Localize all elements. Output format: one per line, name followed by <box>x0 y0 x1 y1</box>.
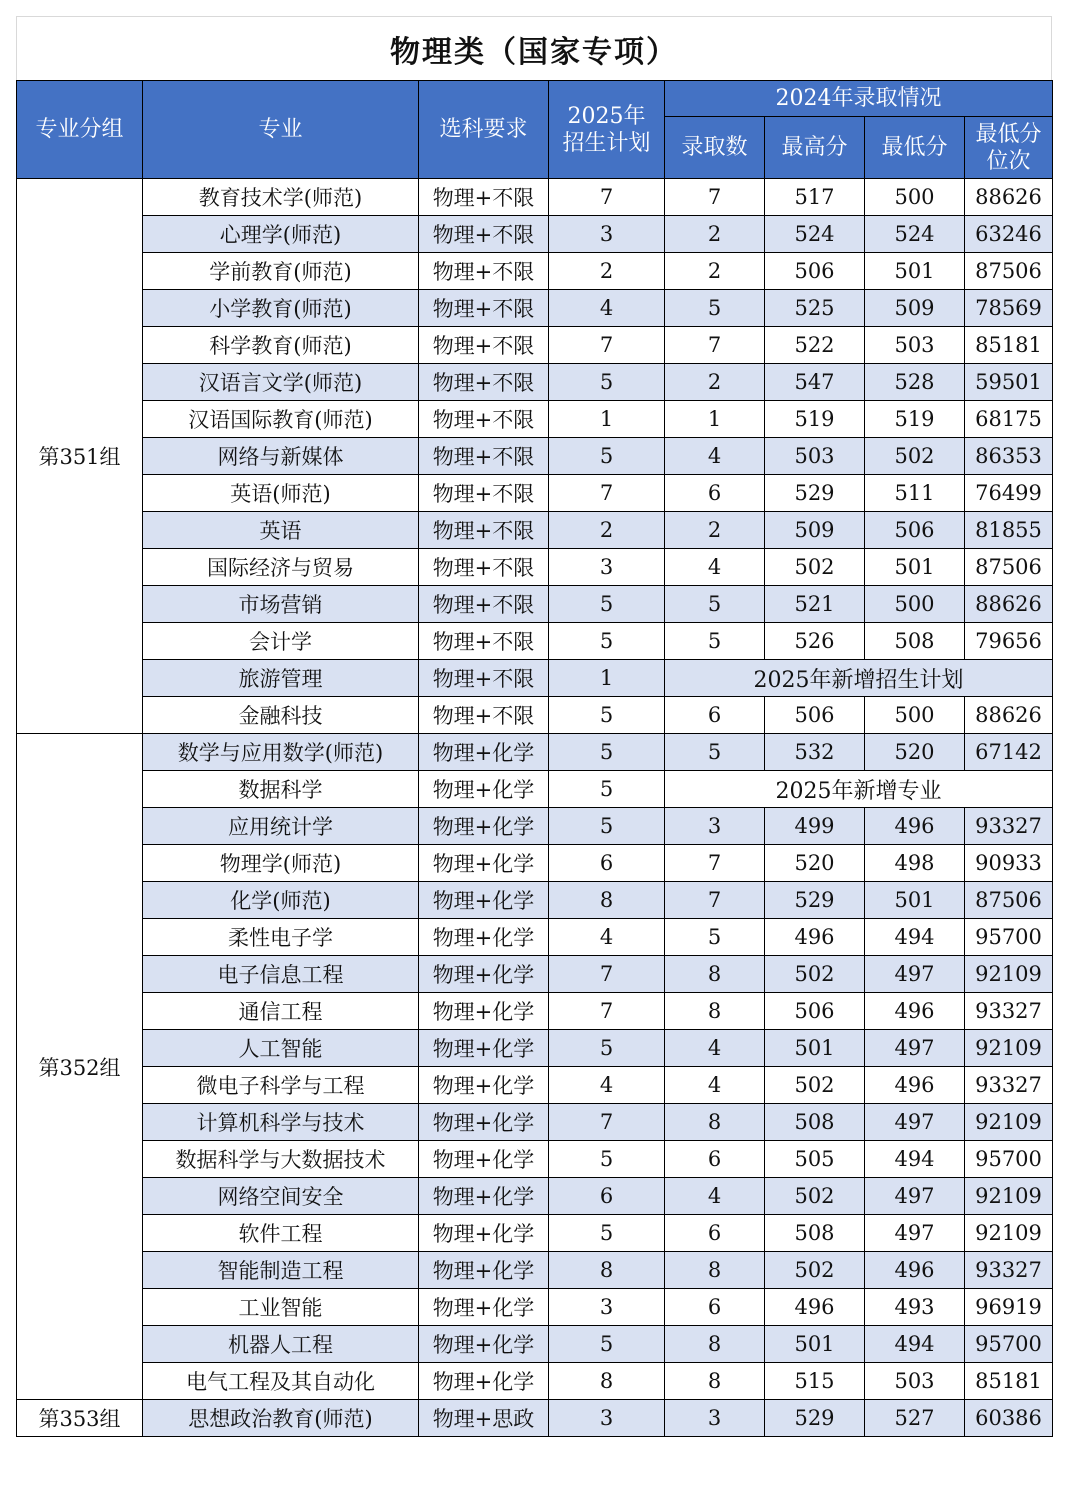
min-score-cell: 497 <box>865 1104 965 1141</box>
subject-cell: 物理+思政 <box>419 1400 549 1437</box>
rank-cell: 90933 <box>965 845 1053 882</box>
plan-cell: 7 <box>549 327 665 364</box>
subject-cell: 物理+不限 <box>419 512 549 549</box>
subject-cell: 物理+不限 <box>419 253 549 290</box>
table-header <box>17 81 1053 179</box>
subject-cell: 物理+不限 <box>419 327 549 364</box>
min-score-cell: 493 <box>865 1289 965 1326</box>
major-cell: 机器人工程 <box>143 1326 419 1363</box>
major-cell: 人工智能 <box>143 1030 419 1067</box>
admitted-cell: 4 <box>665 438 765 475</box>
admitted-cell: 3 <box>665 1400 765 1437</box>
plan-cell: 8 <box>549 882 665 919</box>
major-cell: 学前教育(师范) <box>143 253 419 290</box>
table-row <box>17 1289 1053 1326</box>
rank-cell: 92109 <box>965 1178 1053 1215</box>
admitted-cell: 8 <box>665 1252 765 1289</box>
max-score-cell: 502 <box>765 1252 865 1289</box>
max-score-cell: 524 <box>765 216 865 253</box>
header-subject: 选科要求 <box>419 81 549 179</box>
min-score-cell: 496 <box>865 993 965 1030</box>
table-row <box>17 1326 1053 1363</box>
max-score-cell: 532 <box>765 734 865 771</box>
admitted-cell: 4 <box>665 1030 765 1067</box>
admitted-cell: 2 <box>665 512 765 549</box>
group-cell: 第352组 <box>17 734 143 1400</box>
plan-cell: 1 <box>549 660 665 697</box>
major-cell: 电气工程及其自动化 <box>143 1363 419 1400</box>
max-score-cell: 522 <box>765 327 865 364</box>
min-score-cell: 500 <box>865 697 965 734</box>
min-score-cell: 527 <box>865 1400 965 1437</box>
header-max: 最高分 <box>765 117 865 179</box>
subject-cell: 物理+化学 <box>419 1030 549 1067</box>
plan-cell: 5 <box>549 623 665 660</box>
rank-cell: 86353 <box>965 438 1053 475</box>
major-cell: 应用统计学 <box>143 808 419 845</box>
subject-cell: 物理+化学 <box>419 1363 549 1400</box>
max-score-cell: 496 <box>765 919 865 956</box>
major-cell: 市场营销 <box>143 586 419 623</box>
admitted-cell: 2 <box>665 216 765 253</box>
min-score-cell: 503 <box>865 327 965 364</box>
min-score-cell: 498 <box>865 845 965 882</box>
table-row <box>17 956 1053 993</box>
plan-cell: 2 <box>549 512 665 549</box>
table-row <box>17 660 1053 697</box>
table-row <box>17 327 1053 364</box>
subject-cell: 物理+化学 <box>419 1178 549 1215</box>
sheet-title: 物理类（国家专项） <box>16 16 1052 80</box>
rank-cell: 93327 <box>965 1252 1053 1289</box>
rank-cell: 93327 <box>965 993 1053 1030</box>
min-score-cell: 524 <box>865 216 965 253</box>
table-row <box>17 808 1053 845</box>
rank-cell: 67142 <box>965 734 1053 771</box>
major-cell: 工业智能 <box>143 1289 419 1326</box>
max-score-cell: 519 <box>765 401 865 438</box>
plan-cell: 5 <box>549 364 665 401</box>
table-row <box>17 734 1053 771</box>
max-score-cell: 506 <box>765 993 865 1030</box>
rank-cell: 81855 <box>965 512 1053 549</box>
min-score-cell: 520 <box>865 734 965 771</box>
rank-cell: 92109 <box>965 1030 1053 1067</box>
plan-cell: 4 <box>549 1067 665 1104</box>
table-row <box>17 1067 1053 1104</box>
plan-cell: 5 <box>549 771 665 808</box>
subject-cell: 物理+不限 <box>419 290 549 327</box>
plan-cell: 5 <box>549 438 665 475</box>
major-cell: 数据科学与大数据技术 <box>143 1141 419 1178</box>
plan-cell: 1 <box>549 401 665 438</box>
table-row <box>17 364 1053 401</box>
table-row <box>17 623 1053 660</box>
admitted-cell: 4 <box>665 549 765 586</box>
table-row <box>17 1252 1053 1289</box>
plan-cell: 5 <box>549 734 665 771</box>
min-score-cell: 501 <box>865 549 965 586</box>
subject-cell: 物理+化学 <box>419 808 549 845</box>
rank-cell: 63246 <box>965 216 1053 253</box>
note-cell: 2025年新增专业 <box>665 771 1053 808</box>
admitted-cell: 8 <box>665 1104 765 1141</box>
subject-cell: 物理+化学 <box>419 919 549 956</box>
subject-cell: 物理+化学 <box>419 1252 549 1289</box>
subject-cell: 物理+不限 <box>419 364 549 401</box>
subject-cell: 物理+化学 <box>419 993 549 1030</box>
plan-cell: 5 <box>549 1326 665 1363</box>
rank-cell: 92109 <box>965 956 1053 993</box>
max-score-cell: 496 <box>765 1289 865 1326</box>
table-row <box>17 290 1053 327</box>
table-row <box>17 401 1053 438</box>
max-score-cell: 520 <box>765 845 865 882</box>
group-cell: 第353组 <box>17 1400 143 1437</box>
min-score-cell: 497 <box>865 1215 965 1252</box>
rank-cell: 79656 <box>965 623 1053 660</box>
major-cell: 旅游管理 <box>143 660 419 697</box>
plan-cell: 5 <box>549 808 665 845</box>
admitted-cell: 4 <box>665 1067 765 1104</box>
max-score-cell: 508 <box>765 1104 865 1141</box>
max-score-cell: 502 <box>765 1067 865 1104</box>
max-score-cell: 517 <box>765 179 865 216</box>
rank-cell: 85181 <box>965 1363 1053 1400</box>
major-cell: 软件工程 <box>143 1215 419 1252</box>
subject-cell: 物理+化学 <box>419 1215 549 1252</box>
plan-cell: 5 <box>549 1030 665 1067</box>
subject-cell: 物理+化学 <box>419 1067 549 1104</box>
header-plan <box>549 81 665 179</box>
rank-cell: 78569 <box>965 290 1053 327</box>
admitted-cell: 6 <box>665 1289 765 1326</box>
subject-cell: 物理+化学 <box>419 845 549 882</box>
plan-cell: 7 <box>549 993 665 1030</box>
admitted-cell: 8 <box>665 956 765 993</box>
admitted-cell: 3 <box>665 808 765 845</box>
min-score-cell: 528 <box>865 364 965 401</box>
header-plan-line1: 2025年 <box>567 103 646 129</box>
header-rank-line1: 最低分 <box>975 121 1042 147</box>
rank-cell: 95700 <box>965 1326 1053 1363</box>
min-score-cell: 508 <box>865 623 965 660</box>
min-score-cell: 496 <box>865 808 965 845</box>
table-row <box>17 882 1053 919</box>
min-score-cell: 497 <box>865 1030 965 1067</box>
major-cell: 通信工程 <box>143 993 419 1030</box>
plan-cell: 4 <box>549 919 665 956</box>
admitted-cell: 5 <box>665 586 765 623</box>
subject-cell: 物理+化学 <box>419 1141 549 1178</box>
plan-cell: 2 <box>549 253 665 290</box>
min-score-cell: 511 <box>865 475 965 512</box>
header-rank <box>965 117 1053 179</box>
max-score-cell: 509 <box>765 512 865 549</box>
table-row <box>17 1030 1053 1067</box>
admitted-cell: 7 <box>665 882 765 919</box>
min-score-cell: 502 <box>865 438 965 475</box>
max-score-cell: 521 <box>765 586 865 623</box>
table-row <box>17 216 1053 253</box>
table-row <box>17 1141 1053 1178</box>
major-cell: 金融科技 <box>143 697 419 734</box>
header-group: 专业分组 <box>17 81 143 179</box>
plan-cell: 3 <box>549 1400 665 1437</box>
plan-cell: 5 <box>549 586 665 623</box>
major-cell: 小学教育(师范) <box>143 290 419 327</box>
max-score-cell: 529 <box>765 882 865 919</box>
max-score-cell: 525 <box>765 290 865 327</box>
table-row <box>17 512 1053 549</box>
table-row <box>17 1400 1053 1437</box>
subject-cell: 物理+化学 <box>419 771 549 808</box>
subject-cell: 物理+不限 <box>419 660 549 697</box>
min-score-cell: 494 <box>865 1141 965 1178</box>
plan-cell: 3 <box>549 549 665 586</box>
table-row <box>17 1178 1053 1215</box>
subject-cell: 物理+不限 <box>419 401 549 438</box>
admission-sheet <box>16 16 1052 1437</box>
max-score-cell: 506 <box>765 697 865 734</box>
rank-cell: 96919 <box>965 1289 1053 1326</box>
plan-cell: 7 <box>549 475 665 512</box>
table-row <box>17 549 1053 586</box>
rank-cell: 87506 <box>965 253 1053 290</box>
min-score-cell: 506 <box>865 512 965 549</box>
subject-cell: 物理+化学 <box>419 1289 549 1326</box>
major-cell: 会计学 <box>143 623 419 660</box>
plan-cell: 6 <box>549 1178 665 1215</box>
plan-cell: 3 <box>549 216 665 253</box>
min-score-cell: 496 <box>865 1252 965 1289</box>
table-row <box>17 697 1053 734</box>
max-score-cell: 503 <box>765 438 865 475</box>
header-rank-line2: 位次 <box>986 148 1031 174</box>
max-score-cell: 505 <box>765 1141 865 1178</box>
rank-cell: 93327 <box>965 808 1053 845</box>
max-score-cell: 526 <box>765 623 865 660</box>
table-row <box>17 475 1053 512</box>
header-min: 最低分 <box>865 117 965 179</box>
subject-cell: 物理+不限 <box>419 216 549 253</box>
admitted-cell: 2 <box>665 364 765 401</box>
rank-cell: 88626 <box>965 179 1053 216</box>
admitted-cell: 1 <box>665 401 765 438</box>
admitted-cell: 5 <box>665 734 765 771</box>
rank-cell: 93327 <box>965 1067 1053 1104</box>
major-cell: 微电子科学与工程 <box>143 1067 419 1104</box>
major-cell: 化学(师范) <box>143 882 419 919</box>
major-cell: 国际经济与贸易 <box>143 549 419 586</box>
subject-cell: 物理+不限 <box>419 475 549 512</box>
subject-cell: 物理+化学 <box>419 882 549 919</box>
header-last-year: 2024年录取情况 <box>665 81 1053 117</box>
plan-cell: 8 <box>549 1363 665 1400</box>
plan-cell: 7 <box>549 956 665 993</box>
plan-cell: 5 <box>549 1141 665 1178</box>
max-score-cell: 502 <box>765 549 865 586</box>
plan-cell: 5 <box>549 697 665 734</box>
plan-cell: 6 <box>549 845 665 882</box>
table-body <box>17 179 1053 1437</box>
min-score-cell: 519 <box>865 401 965 438</box>
admitted-cell: 6 <box>665 1141 765 1178</box>
major-cell: 心理学(师范) <box>143 216 419 253</box>
admitted-cell: 5 <box>665 919 765 956</box>
major-cell: 数据科学 <box>143 771 419 808</box>
min-score-cell: 494 <box>865 919 965 956</box>
major-cell: 计算机科学与技术 <box>143 1104 419 1141</box>
table-row <box>17 919 1053 956</box>
rank-cell: 59501 <box>965 364 1053 401</box>
min-score-cell: 496 <box>865 1067 965 1104</box>
table-row <box>17 771 1053 808</box>
min-score-cell: 501 <box>865 253 965 290</box>
rank-cell: 87506 <box>965 549 1053 586</box>
subject-cell: 物理+化学 <box>419 956 549 993</box>
rank-cell: 88626 <box>965 586 1053 623</box>
max-score-cell: 501 <box>765 1326 865 1363</box>
major-cell: 英语(师范) <box>143 475 419 512</box>
major-cell: 数学与应用数学(师范) <box>143 734 419 771</box>
major-cell: 智能制造工程 <box>143 1252 419 1289</box>
plan-cell: 4 <box>549 290 665 327</box>
max-score-cell: 529 <box>765 475 865 512</box>
table-row <box>17 1363 1053 1400</box>
max-score-cell: 501 <box>765 1030 865 1067</box>
major-cell: 汉语言文学(师范) <box>143 364 419 401</box>
major-cell: 柔性电子学 <box>143 919 419 956</box>
min-score-cell: 500 <box>865 179 965 216</box>
major-cell: 英语 <box>143 512 419 549</box>
rank-cell: 88626 <box>965 697 1053 734</box>
admitted-cell: 5 <box>665 290 765 327</box>
admitted-cell: 7 <box>665 327 765 364</box>
max-score-cell: 499 <box>765 808 865 845</box>
note-cell: 2025年新增招生计划 <box>665 660 1053 697</box>
rank-cell: 87506 <box>965 882 1053 919</box>
max-score-cell: 508 <box>765 1215 865 1252</box>
admitted-cell: 4 <box>665 1178 765 1215</box>
subject-cell: 物理+化学 <box>419 1326 549 1363</box>
table-row <box>17 845 1053 882</box>
max-score-cell: 502 <box>765 956 865 993</box>
table-row <box>17 1215 1053 1252</box>
plan-cell: 5 <box>549 1215 665 1252</box>
admitted-cell: 6 <box>665 475 765 512</box>
min-score-cell: 503 <box>865 1363 965 1400</box>
major-cell: 科学教育(师范) <box>143 327 419 364</box>
admitted-cell: 7 <box>665 845 765 882</box>
plan-cell: 7 <box>549 1104 665 1141</box>
admitted-cell: 8 <box>665 1363 765 1400</box>
max-score-cell: 506 <box>765 253 865 290</box>
admitted-cell: 8 <box>665 1326 765 1363</box>
rank-cell: 85181 <box>965 327 1053 364</box>
header-admitted: 录取数 <box>665 117 765 179</box>
group-cell: 第351组 <box>17 179 143 734</box>
admission-table <box>16 80 1053 1437</box>
table-row <box>17 586 1053 623</box>
min-score-cell: 494 <box>865 1326 965 1363</box>
subject-cell: 物理+不限 <box>419 697 549 734</box>
table-row <box>17 438 1053 475</box>
rank-cell: 92109 <box>965 1104 1053 1141</box>
rank-cell: 92109 <box>965 1215 1053 1252</box>
admitted-cell: 5 <box>665 623 765 660</box>
major-cell: 网络与新媒体 <box>143 438 419 475</box>
header-major: 专业 <box>143 81 419 179</box>
admitted-cell: 8 <box>665 993 765 1030</box>
rank-cell: 68175 <box>965 401 1053 438</box>
plan-cell: 8 <box>549 1252 665 1289</box>
max-score-cell: 529 <box>765 1400 865 1437</box>
subject-cell: 物理+不限 <box>419 623 549 660</box>
subject-cell: 物理+不限 <box>419 549 549 586</box>
admitted-cell: 6 <box>665 697 765 734</box>
major-cell: 电子信息工程 <box>143 956 419 993</box>
max-score-cell: 515 <box>765 1363 865 1400</box>
rank-cell: 76499 <box>965 475 1053 512</box>
table-row <box>17 993 1053 1030</box>
major-cell: 网络空间安全 <box>143 1178 419 1215</box>
rank-cell: 95700 <box>965 1141 1053 1178</box>
table-row <box>17 253 1053 290</box>
table-row <box>17 1104 1053 1141</box>
major-cell: 物理学(师范) <box>143 845 419 882</box>
subject-cell: 物理+化学 <box>419 734 549 771</box>
subject-cell: 物理+不限 <box>419 586 549 623</box>
admitted-cell: 7 <box>665 179 765 216</box>
admitted-cell: 2 <box>665 253 765 290</box>
table-row <box>17 179 1053 216</box>
min-score-cell: 497 <box>865 956 965 993</box>
header-plan-line2: 招生计划 <box>562 130 651 156</box>
max-score-cell: 547 <box>765 364 865 401</box>
major-cell: 思想政治教育(师范) <box>143 1400 419 1437</box>
major-cell: 教育技术学(师范) <box>143 179 419 216</box>
min-score-cell: 500 <box>865 586 965 623</box>
major-cell: 汉语国际教育(师范) <box>143 401 419 438</box>
subject-cell: 物理+不限 <box>419 438 549 475</box>
plan-cell: 3 <box>549 1289 665 1326</box>
rank-cell: 60386 <box>965 1400 1053 1437</box>
subject-cell: 物理+化学 <box>419 1104 549 1141</box>
rank-cell: 95700 <box>965 919 1053 956</box>
min-score-cell: 497 <box>865 1178 965 1215</box>
min-score-cell: 501 <box>865 882 965 919</box>
plan-cell: 7 <box>549 179 665 216</box>
subject-cell: 物理+不限 <box>419 179 549 216</box>
admitted-cell: 6 <box>665 1215 765 1252</box>
max-score-cell: 502 <box>765 1178 865 1215</box>
min-score-cell: 509 <box>865 290 965 327</box>
